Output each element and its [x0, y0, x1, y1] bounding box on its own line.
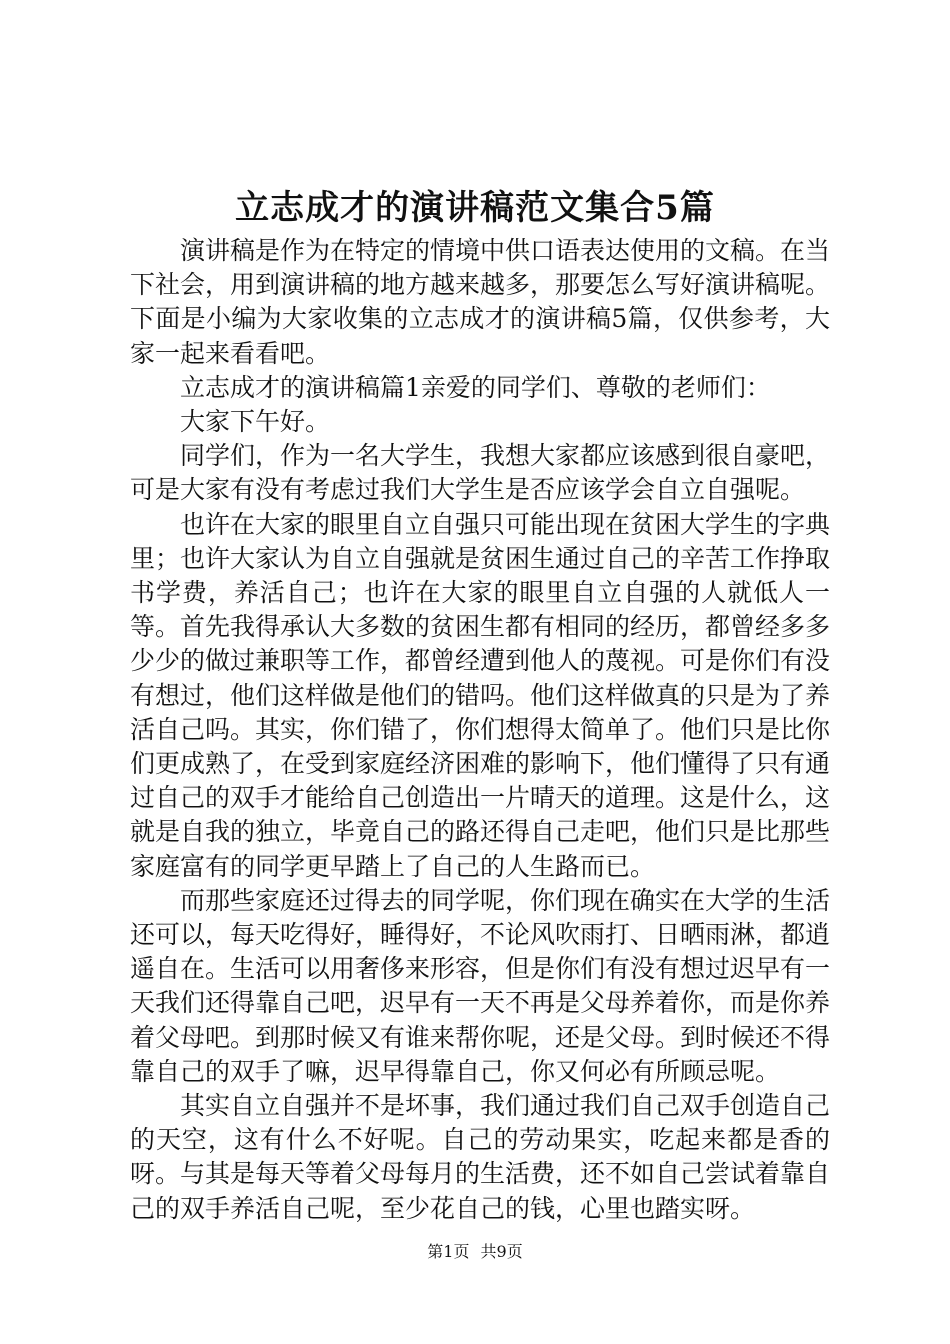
- paragraph-body: 其实自立自强并不是坏事，我们通过我们自己双手创造自己的天空，这有什么不好呢。自己的劳动果实，吃起来都是香的呀。与其是每天等着父母每月的生活费，还不如自己尝试着靠自己的双手养活自己呢，至少花自己的钱，心里也踏实呀。: [130, 1091, 831, 1223]
- document-body: [130, 234, 830, 1226]
- page-total: 共9页: [480, 1242, 523, 1261]
- paragraph-body: 而那些家庭还过得去的同学呢，你们现在确实在大学的生活还可以，每天吃得好，睡得好，不论风吹雨打、日晒雨淋，都逍遥自在。生活可以用奢侈来形容，但是你们有没有想过迟早有一天我们还得靠自己吧，迟早有一天不再是父母养着你，而是你养着父母吧。到那时候又有谁来帮你呢，还是父母。到时候还不得靠自己的双手了嘛，迟早得靠自己，你又何必有所顾忌呢。: [130, 885, 831, 1086]
- paragraph-body: 同学们，作为一名大学生，我想大家都应该感到很自豪吧，可是大家有没有考虑过我们大学生是否应该学会自立自强呢。: [130, 441, 831, 505]
- paragraph-body: 也许在大家的眼里自立自强只可能出现在贫困大学生的字典里；也许大家认为自立自强就是贫困生通过自己的辛苦工作挣取书学费，养活自己；也许在大家的眼里自立自强的人就低人一等。首先我得承认大多数的贫困生都有相同的经历，都曾经多多少少的做过兼职等工作，都曾经遭到他人的蔑视。可是你们有没有想过，他们这样做是他们的错吗。他们这样做真的只是为了养活自己吗。其实，你们错了，你们想得太简单了。他们只是比你们更成熟了，在受到家庭经济困难的影响下，他们懂得了只有通过自己的双手才能给自己创造出一片晴天的道理。这是什么，这就是自我的独立，毕竟自己的路还得自己走吧，他们只是比那些家庭富有的同学更早踏上了自己的人生路而已。: [130, 509, 831, 881]
- page-footer: [0, 1240, 950, 1264]
- document-title: 立志成才的演讲稿范文集合5篇: [235, 188, 715, 228]
- paragraph-intro: 演讲稿是作为在特定的情境中供口语表达使用的文稿。在当下社会，用到演讲稿的地方越来越多，那要怎么写好演讲稿呢。下面是小编为大家收集的立志成才的演讲稿5篇，仅供参考，大家一起来看看吧。: [130, 236, 831, 368]
- page-number: 第1页: [427, 1242, 470, 1261]
- paragraph-greeting: 大家下午好。: [180, 407, 331, 437]
- paragraph-speech-heading: 立志成才的演讲稿篇1亲爱的同学们、尊敬的老师们：: [180, 372, 771, 402]
